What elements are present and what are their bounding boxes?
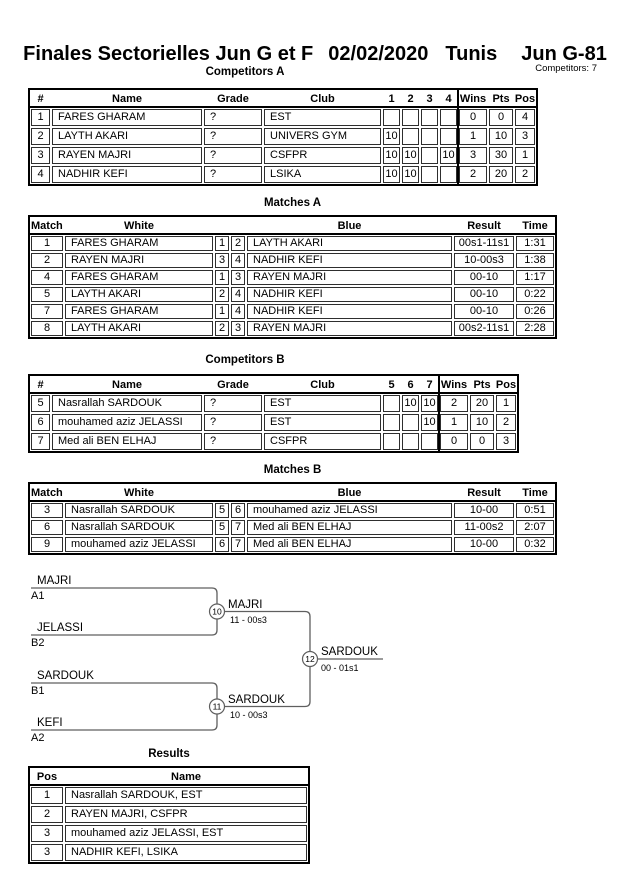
cell-white-num: 1 <box>215 270 229 285</box>
cell-pos: 3 <box>515 128 535 145</box>
cell-result: 00s1-11s1 <box>454 236 514 251</box>
cell-time: 0:26 <box>516 304 554 319</box>
header-spacer <box>214 485 230 500</box>
competitors-count: Competitors: 7 <box>535 63 597 74</box>
result-row <box>30 843 308 862</box>
cell-blue: NADHIR KEFI <box>247 253 452 268</box>
cell-score <box>440 166 457 183</box>
bracket-winner-name: MAJRI <box>228 599 263 611</box>
cell-blue: Med ali BEN ELHAJ <box>247 537 452 552</box>
cell-club: UNIVERS GYM <box>264 128 381 145</box>
cell-match: 6 <box>31 520 63 535</box>
cell-score <box>402 109 419 126</box>
cell-white-num: 1 <box>215 304 229 319</box>
cell-match: 4 <box>31 270 63 285</box>
match-row <box>30 235 555 252</box>
bracket-winner-name: SARDOUK <box>321 646 378 658</box>
cell-pos: 1 <box>515 147 535 164</box>
results-table <box>28 766 310 864</box>
cell-result: 10-00 <box>454 503 514 518</box>
cell-score <box>421 147 438 164</box>
cell-result: 00-10 <box>454 304 514 319</box>
cell-name: LAYTH AKARI <box>52 128 202 145</box>
cell-grade: ? <box>204 128 262 145</box>
header-match: Match <box>31 220 63 232</box>
section-title-competitors-a: Competitors A <box>205 66 285 78</box>
cell-score <box>383 395 400 412</box>
cell-score <box>440 109 457 126</box>
cell-score: 10 <box>402 395 419 412</box>
cell-blue: mouhamed aziz JELASSI <box>247 503 452 518</box>
header-pos: Pos <box>495 379 517 391</box>
cell-name: mouhamed aziz JELASSI <box>52 414 202 431</box>
cell-score: 10 <box>402 147 419 164</box>
cell-score <box>402 414 419 431</box>
cell-score <box>440 128 457 145</box>
table-header <box>30 217 555 235</box>
bracket-score: 10 - 00s3 <box>230 710 268 720</box>
cell-score <box>402 128 419 145</box>
cell-score: 10 <box>440 147 457 164</box>
bracket-connector <box>224 612 310 707</box>
cell-score <box>421 166 438 183</box>
cell-white-num: 2 <box>215 321 229 336</box>
cell-match: 9 <box>31 537 63 552</box>
cell-name: Nasrallah SARDOUK, EST <box>65 787 307 804</box>
cell-match: 7 <box>31 304 63 319</box>
cell-pos: 4 <box>515 109 535 126</box>
match-row <box>30 286 555 303</box>
header-name: Name <box>112 93 142 105</box>
cell-num: 2 <box>31 128 50 145</box>
header-white: White <box>124 220 154 232</box>
competitor-row <box>30 394 517 413</box>
cell-white-num: 6 <box>215 537 229 552</box>
cell-white: FARES GHARAM <box>65 270 213 285</box>
cell-grade: ? <box>204 109 262 126</box>
cell-blue-num: 2 <box>231 236 245 251</box>
cell-white: FARES GHARAM <box>65 304 213 319</box>
header-grade: Grade <box>217 379 249 391</box>
cell-white-num: 5 <box>215 520 229 535</box>
cell-match: 5 <box>31 287 63 302</box>
header-pos: Pos <box>36 771 58 783</box>
header-wins: Wins <box>459 93 487 105</box>
cell-white: LAYTH AKARI <box>65 321 213 336</box>
bracket-score: 00 - 01s1 <box>321 663 359 673</box>
table-header <box>30 376 517 394</box>
header-score-col: 1 <box>388 93 395 105</box>
cell-pts: 20 <box>489 166 513 183</box>
bracket-seed: A2 <box>31 732 45 744</box>
cell-blue-num: 7 <box>231 537 245 552</box>
cell-score: 10 <box>383 147 400 164</box>
header-result: Result <box>467 487 501 499</box>
header-pts: Pts <box>473 379 491 391</box>
match-row <box>30 269 555 286</box>
header-club: Club <box>310 93 335 105</box>
cell-white-num: 1 <box>215 236 229 251</box>
bracket-seed: A1 <box>31 590 45 602</box>
competitor-row <box>30 127 536 146</box>
cell-name: Med ali BEN ELHAJ <box>52 433 202 450</box>
result-row <box>30 824 308 843</box>
header-score-col: 5 <box>388 379 395 391</box>
cell-time: 1:31 <box>516 236 554 251</box>
cell-grade: ? <box>204 395 262 412</box>
table-header <box>30 90 536 108</box>
competitors-a-table <box>28 88 538 186</box>
match-row <box>30 519 555 536</box>
cell-blue-num: 4 <box>231 253 245 268</box>
cell-pos: 1 <box>31 787 63 804</box>
matches-b-table <box>28 482 557 555</box>
cell-pts: 20 <box>470 395 494 412</box>
header-wins: Wins <box>440 379 468 391</box>
cell-pos: 3 <box>31 825 63 842</box>
cell-result: 10-00 <box>454 537 514 552</box>
cell-score: 10 <box>383 128 400 145</box>
cell-white-num: 5 <box>215 503 229 518</box>
header-spacer <box>230 485 246 500</box>
cell-wins: 0 <box>459 109 487 126</box>
cell-name: RAYEN MAJRI, CSFPR <box>65 806 307 823</box>
cell-club: EST <box>264 109 381 126</box>
cell-score <box>402 433 419 450</box>
cell-wins: 1 <box>459 128 487 145</box>
cell-pos: 3 <box>31 844 63 861</box>
cell-pts: 10 <box>470 414 494 431</box>
title-category: Jun G-81 <box>521 43 607 65</box>
cell-num: 4 <box>31 166 50 183</box>
bracket-seed: B2 <box>31 637 45 649</box>
cell-white: LAYTH AKARI <box>65 287 213 302</box>
cell-blue: RAYEN MAJRI <box>247 270 452 285</box>
cell-pos: 3 <box>496 433 516 450</box>
header-blue: Blue <box>337 487 362 499</box>
header-num: # <box>37 379 44 391</box>
cell-pos: 2 <box>31 806 63 823</box>
table-header <box>30 484 555 502</box>
cell-blue: RAYEN MAJRI <box>247 321 452 336</box>
result-row <box>30 805 308 824</box>
match-number: 10 <box>212 606 222 617</box>
cell-pos: 2 <box>496 414 516 431</box>
cell-blue: Med ali BEN ELHAJ <box>247 520 452 535</box>
competitor-row <box>30 165 536 184</box>
cell-result: 00-10 <box>454 270 514 285</box>
header-club: Club <box>310 379 335 391</box>
header-score-col: 3 <box>426 93 433 105</box>
section-title-matches-a: Matches A <box>263 197 322 209</box>
cell-time: 1:17 <box>516 270 554 285</box>
cell-num: 1 <box>31 109 50 126</box>
cell-wins: 1 <box>440 414 468 431</box>
bracket-name: SARDOUK <box>37 670 94 682</box>
cell-club: CSFPR <box>264 433 381 450</box>
cell-club: LSIKA <box>264 166 381 183</box>
cell-pos: 1 <box>496 395 516 412</box>
cell-score <box>383 433 400 450</box>
cell-grade: ? <box>204 166 262 183</box>
match-row <box>30 320 555 337</box>
cell-wins: 2 <box>459 166 487 183</box>
match-number: 12 <box>305 654 315 664</box>
match-row <box>30 303 555 320</box>
title-date: 02/02/2020 <box>328 43 429 65</box>
header-time: Time <box>522 220 548 232</box>
competitor-row <box>30 146 536 165</box>
cell-name: mouhamed aziz JELASSI, EST <box>65 825 307 842</box>
cell-match: 3 <box>31 503 63 518</box>
header-score-col: 7 <box>426 379 433 391</box>
cell-grade: ? <box>204 147 262 164</box>
competitor-row <box>30 432 517 451</box>
cell-blue-num: 6 <box>231 503 245 518</box>
cell-num: 5 <box>31 395 50 412</box>
cell-white: mouhamed aziz JELASSI <box>65 537 213 552</box>
header-blue: Blue <box>337 220 362 232</box>
cell-time: 0:51 <box>516 503 554 518</box>
cell-club: EST <box>264 395 381 412</box>
cell-name: RAYEN MAJRI <box>52 147 202 164</box>
header-pos: Pos <box>514 93 536 105</box>
cell-blue: LAYTH AKARI <box>247 236 452 251</box>
wins-section-divider <box>457 90 459 184</box>
cell-blue-num: 3 <box>231 270 245 285</box>
cell-name: Nasrallah SARDOUK <box>52 395 202 412</box>
cell-result: 10-00s3 <box>454 253 514 268</box>
cell-pts: 10 <box>489 128 513 145</box>
result-row <box>30 786 308 805</box>
cell-blue-num: 7 <box>231 520 245 535</box>
header-match: Match <box>31 487 63 499</box>
header-grade: Grade <box>217 93 249 105</box>
cell-club: CSFPR <box>264 147 381 164</box>
cell-result: 00s2-11s1 <box>454 321 514 336</box>
cell-score <box>421 128 438 145</box>
cell-result: 11-00s2 <box>454 520 514 535</box>
cell-num: 6 <box>31 414 50 431</box>
cell-score: 10 <box>383 166 400 183</box>
cell-score <box>421 433 438 450</box>
cell-time: 2:28 <box>516 321 554 336</box>
header-score-col: 2 <box>407 93 414 105</box>
cell-time: 1:38 <box>516 253 554 268</box>
cell-blue-num: 3 <box>231 321 245 336</box>
cell-match: 2 <box>31 253 63 268</box>
cell-blue: NADHIR KEFI <box>247 287 452 302</box>
bracket-name: MAJRI <box>37 575 72 587</box>
competitor-row <box>30 413 517 432</box>
bracket-seed: B1 <box>31 685 45 697</box>
match-number: 11 <box>212 701 222 712</box>
cell-white: FARES GHARAM <box>65 236 213 251</box>
header-name: Name <box>112 379 142 391</box>
bracket-name: JELASSI <box>37 622 84 634</box>
header-num: # <box>37 93 44 105</box>
cell-score <box>383 109 400 126</box>
header-spacer <box>214 218 230 233</box>
cell-blue-num: 4 <box>231 304 245 319</box>
wins-section-divider <box>438 376 440 451</box>
section-title-results: Results <box>148 748 190 760</box>
match-row <box>30 536 555 553</box>
cell-score <box>383 414 400 431</box>
bracket-name: KEFI <box>37 717 63 729</box>
title-event: Finales Sectorielles Jun G et F <box>23 43 314 65</box>
match-row <box>30 252 555 269</box>
cell-wins: 2 <box>440 395 468 412</box>
header-score-col: 6 <box>407 379 414 391</box>
cell-blue: NADHIR KEFI <box>247 304 452 319</box>
cell-wins: 3 <box>459 147 487 164</box>
title-city: Tunis <box>445 43 498 65</box>
cell-white-num: 3 <box>215 253 229 268</box>
header-pts: Pts <box>492 93 510 105</box>
cell-wins: 0 <box>440 433 468 450</box>
bracket-score: 11 - 00s3 <box>230 615 267 625</box>
competitor-row <box>30 108 536 127</box>
cell-pos: 2 <box>515 166 535 183</box>
cell-name: NADHIR KEFI <box>52 166 202 183</box>
cell-grade: ? <box>204 433 262 450</box>
cell-pts: 0 <box>470 433 494 450</box>
cell-score <box>421 109 438 126</box>
cell-num: 3 <box>31 147 50 164</box>
cell-white-num: 2 <box>215 287 229 302</box>
cell-white: Nasrallah SARDOUK <box>65 503 213 518</box>
header-score-col: 4 <box>445 93 452 105</box>
match-row <box>30 502 555 519</box>
cell-score: 10 <box>421 414 438 431</box>
cell-pts: 30 <box>489 147 513 164</box>
cell-num: 7 <box>31 433 50 450</box>
cell-score: 10 <box>402 166 419 183</box>
cell-name: NADHIR KEFI, LSIKA <box>65 844 307 861</box>
section-title-matches-b: Matches B <box>263 464 322 476</box>
cell-white: RAYEN MAJRI <box>65 253 213 268</box>
cell-time: 0:22 <box>516 287 554 302</box>
header-spacer <box>230 218 246 233</box>
cell-blue-num: 4 <box>231 287 245 302</box>
cell-match: 1 <box>31 236 63 251</box>
cell-club: EST <box>264 414 381 431</box>
header-white: White <box>124 487 154 499</box>
cell-pts: 0 <box>489 109 513 126</box>
cell-grade: ? <box>204 414 262 431</box>
matches-a-table <box>28 215 557 339</box>
cell-time: 0:32 <box>516 537 554 552</box>
cell-time: 2:07 <box>516 520 554 535</box>
cell-score: 10 <box>421 395 438 412</box>
header-result: Result <box>467 220 501 232</box>
bracket-diagram <box>0 563 400 753</box>
cell-white: Nasrallah SARDOUK <box>65 520 213 535</box>
cell-match: 8 <box>31 321 63 336</box>
header-name: Name <box>171 771 201 783</box>
competitors-b-table <box>28 374 519 453</box>
table-header <box>30 768 308 786</box>
section-title-competitors-b: Competitors B <box>205 354 285 366</box>
cell-result: 00-10 <box>454 287 514 302</box>
header-time: Time <box>522 487 548 499</box>
bracket-winner-name: SARDOUK <box>228 694 285 706</box>
cell-name: FARES GHARAM <box>52 109 202 126</box>
